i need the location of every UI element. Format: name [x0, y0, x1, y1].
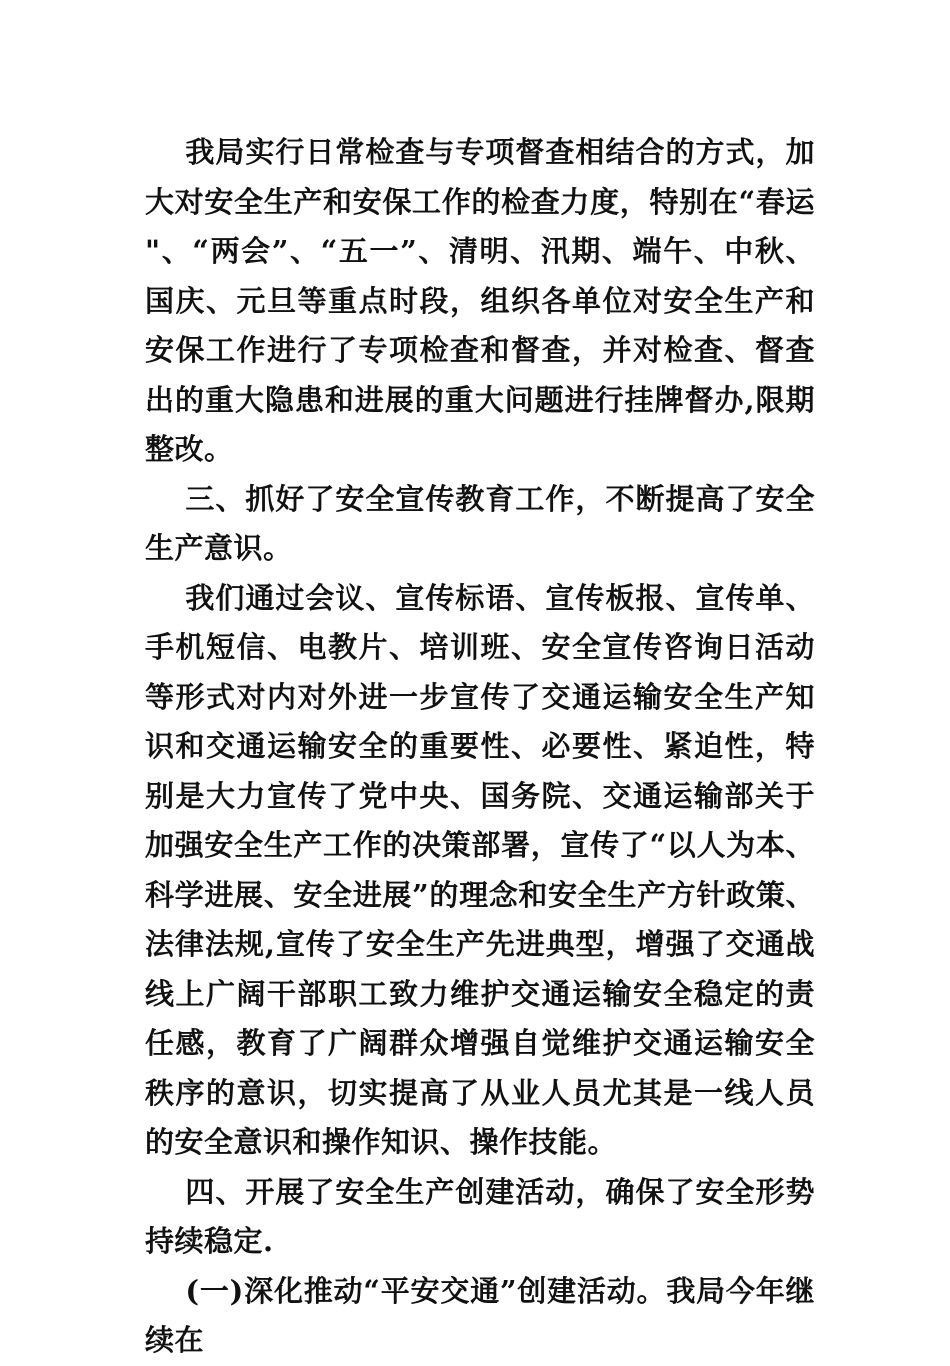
paragraph-safe-traffic: (一)深化推动“平安交通”创建活动。我局今年继续在 [145, 1273, 815, 1357]
section-heading-4: 四、开展了安全生产创建活动，确保了安全形势持续稳定. [145, 1174, 815, 1258]
paragraph-publicity: 我们通过会议、宣传标语、宣传板报、宣传单、手机短信、电教片、培训班、安全宣传咨询日活动等形式对内对外进一步宣传了交通运输安全生产知识和交通运输安全的重要性、必要性、紧迫性，特别是大力宣传了党中央、国务院、交通运输部关于加强安全生产工作的决策部署，宣传了“以人为本、科学进展、安全进展”的理念和安全生产方针政策、法律法规,宣传了安全生产先进典型，增强了交通战线上广阔干部职工致力维护交通运输安全稳定的责任感，教育了广阔群众增强自觉维护交通运输安全秩序的意识，切实提高了从业人员尤其是一线人员的安全意识和操作知识、操作技能。 [145, 580, 815, 1159]
section-heading-3: 三、抓好了安全宣传教育工作，不断提高了安全生产意识。 [145, 481, 815, 565]
document-body [145, 128, 815, 1366]
paragraph-inspection: 我局实行日常检查与专项督查相结合的方式，加大对安全生产和安保工作的检查力度，特别在“春运"、“两会”、“五一”、清明、汛期、端午、中秋、国庆、元旦等重点时段，组织各单位对安全生产和安保工作进行了专项检查和督查，并对检查、督查出的重大隐患和进展的重大问题进行挂牌督办,限期整改。 [145, 135, 815, 466]
